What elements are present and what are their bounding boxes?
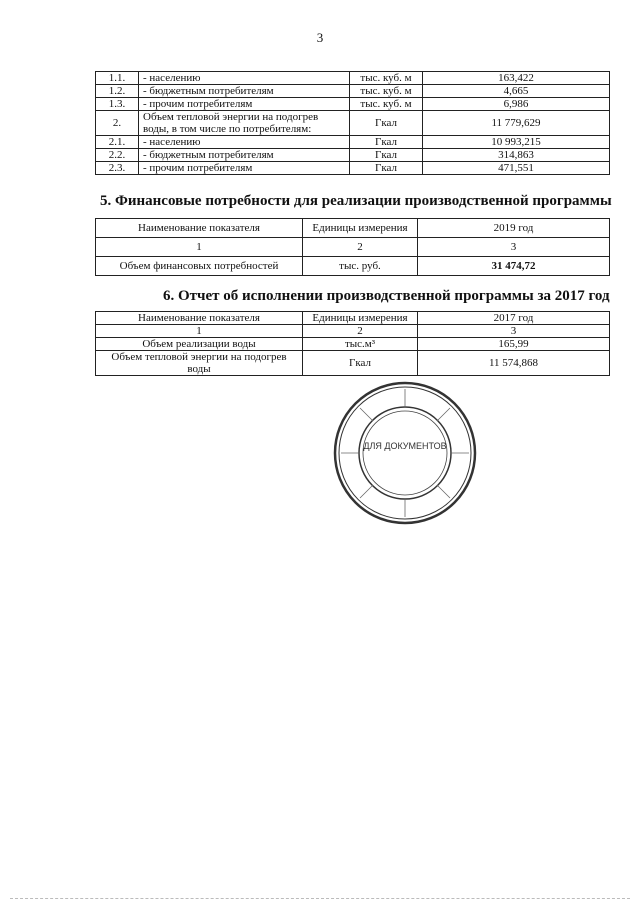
column-header: Единицы измерения (303, 219, 418, 238)
column-header: Единицы измерения (303, 312, 418, 325)
row-unit: Гкал (350, 136, 423, 149)
row-name: Объем реализации воды (96, 338, 303, 351)
row-name: Объем тепловой энергии на подогрев воды (96, 351, 303, 376)
table-row (96, 85, 610, 98)
column-header: 2019 год (418, 219, 610, 238)
section-5-heading: 5. Финансовые потребности для реализации производственной программы (100, 193, 612, 209)
row-number: 1.2. (96, 85, 139, 98)
row-value: 11 779,629 (423, 111, 610, 136)
table-header-row (96, 219, 610, 238)
row-value: 163,422 (423, 72, 610, 85)
row-unit: тыс. куб. м (350, 72, 423, 85)
consumption-table (95, 71, 610, 175)
table-row (96, 238, 610, 257)
row-unit: Гкал (350, 111, 423, 136)
program-report-table (95, 311, 610, 376)
column-header: Наименование показателя (96, 219, 303, 238)
row-value: 10 993,215 (423, 136, 610, 149)
row-number: 1.1. (96, 72, 139, 85)
financial-needs-table (95, 218, 610, 276)
column-header: Наименование показателя (96, 312, 303, 325)
row-unit: Гкал (350, 149, 423, 162)
row-unit: тыс.м³ (303, 338, 418, 351)
section-6-heading: 6. Отчет об исполнении производственной программы за 2017 год (163, 288, 610, 304)
row-number: 2.2. (96, 149, 139, 162)
row-unit: Гкал (350, 162, 423, 175)
row-value: 11 574,868 (418, 351, 610, 376)
table-row (96, 72, 610, 85)
stamp-center-text: ДЛЯ ДОКУМЕНТОВ (363, 441, 447, 451)
row-number: 2. (96, 111, 139, 136)
table-row (96, 338, 610, 351)
table-row (96, 325, 610, 338)
column-number: 2 (303, 238, 418, 257)
row-value: 31 474,72 (418, 257, 610, 276)
table-header-row (96, 312, 610, 325)
table-row (96, 98, 610, 111)
row-unit: тыс. куб. м (350, 98, 423, 111)
row-number: 2.1. (96, 136, 139, 149)
row-unit: тыс. руб. (303, 257, 418, 276)
column-number: 1 (96, 325, 303, 338)
table-row (96, 257, 610, 276)
row-value: 6,986 (423, 98, 610, 111)
column-number: 3 (418, 325, 610, 338)
row-name: - бюджетным потребителям (139, 85, 350, 98)
row-unit: Гкал (303, 351, 418, 376)
column-header: 2017 год (418, 312, 610, 325)
page-number: 3 (316, 30, 324, 45)
row-number: 2.3. (96, 162, 139, 175)
row-value: 471,551 (423, 162, 610, 175)
row-value: 4,665 (423, 85, 610, 98)
table-row (96, 162, 610, 175)
row-value: 165,99 (418, 338, 610, 351)
column-number: 2 (303, 325, 418, 338)
table-row (96, 111, 610, 136)
row-value: 314,863 (423, 149, 610, 162)
table-row (96, 351, 610, 376)
table-row (96, 149, 610, 162)
row-name: - населению (139, 136, 350, 149)
row-name: Объем финансовых потребностей (96, 257, 303, 276)
row-name: - прочим потребителям (139, 98, 350, 111)
row-unit: тыс. куб. м (350, 85, 423, 98)
column-number: 3 (418, 238, 610, 257)
row-number: 1.3. (96, 98, 139, 111)
official-seal-stamp (332, 380, 478, 526)
page-bottom-border (10, 898, 630, 899)
table-row (96, 136, 610, 149)
row-name: Объем тепловой энергии на подогрев воды, в том числе по потребителям: (139, 111, 350, 136)
column-number: 1 (96, 238, 303, 257)
row-name: - бюджетным потребителям (139, 149, 350, 162)
row-name: - населению (139, 72, 350, 85)
row-name: - прочим потребителям (139, 162, 350, 175)
